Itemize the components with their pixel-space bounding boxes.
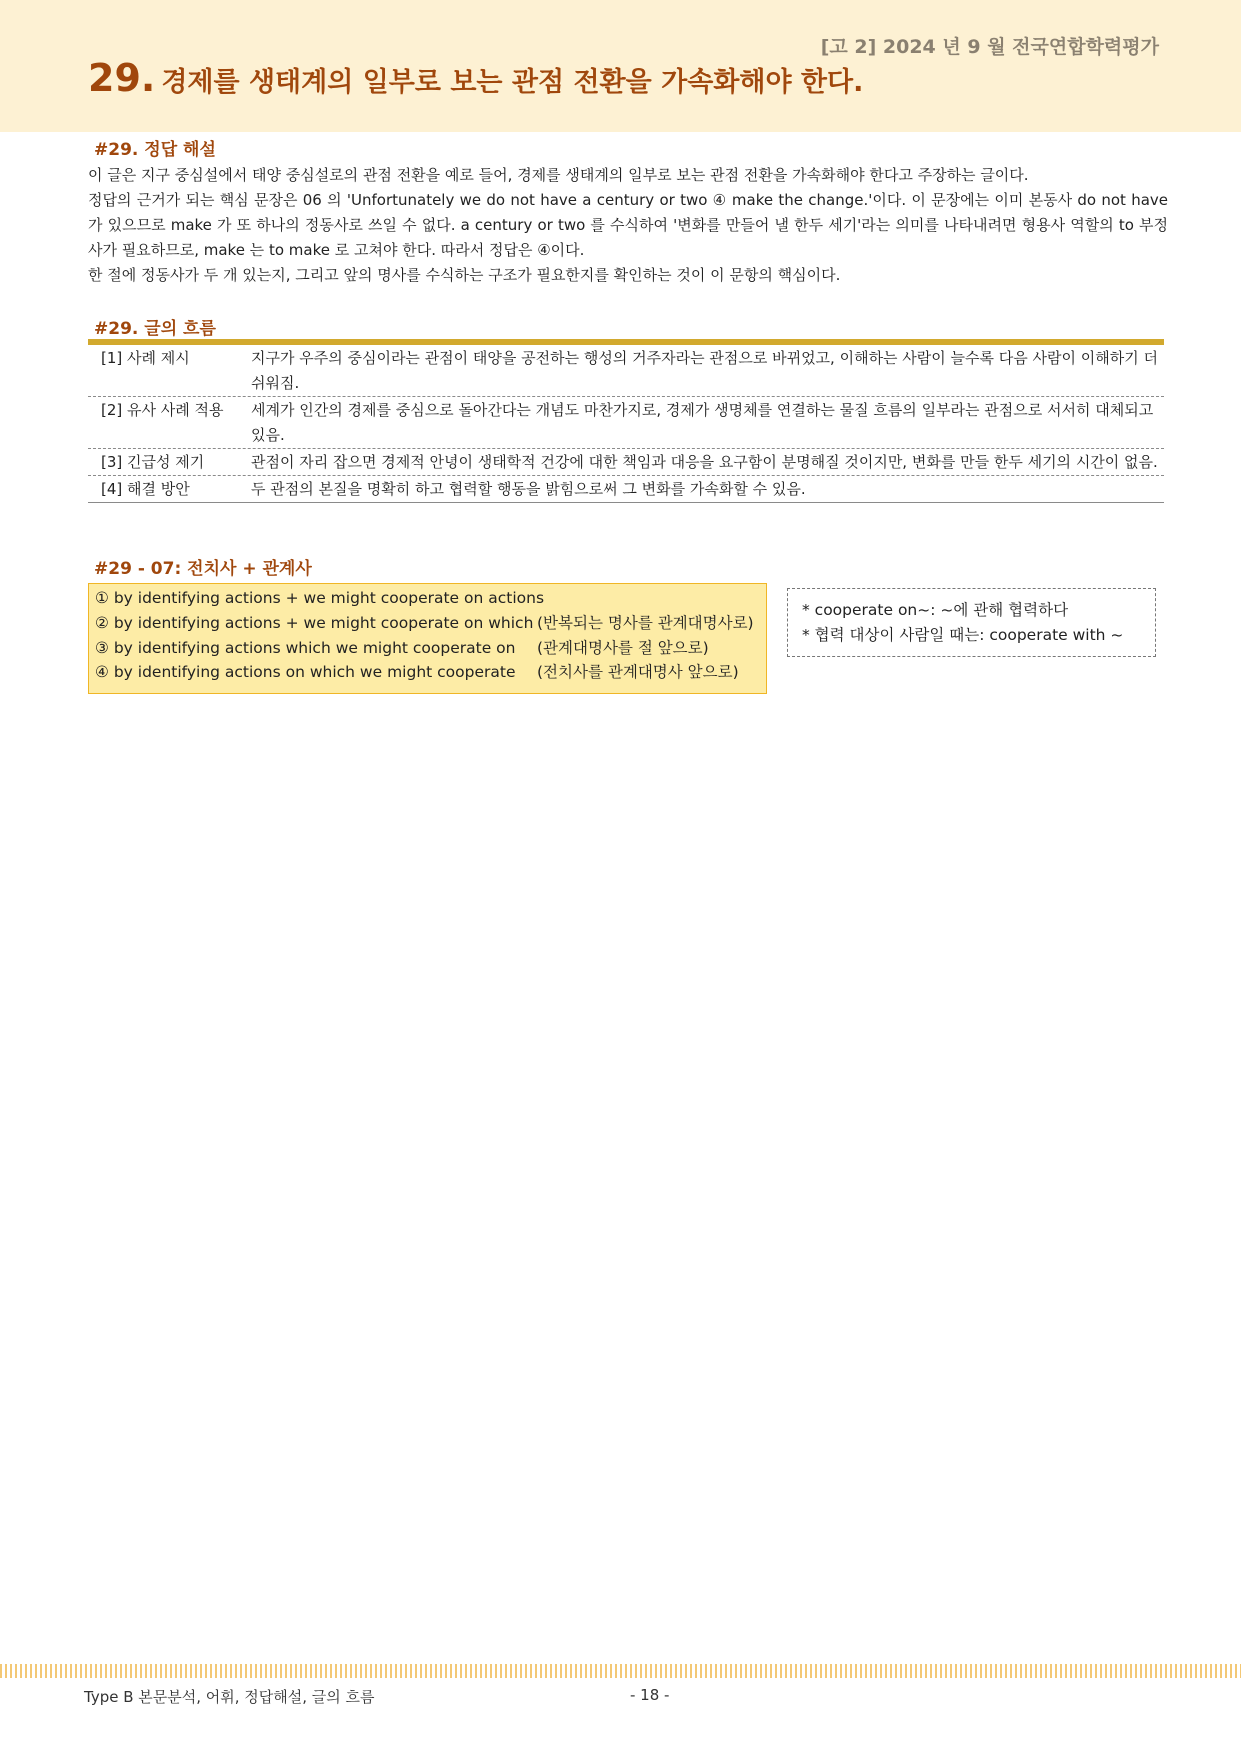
- grammar-line-text: ② by identifying actions + we might cooperate on which: [95, 613, 534, 632]
- question-number: 29.: [88, 56, 156, 100]
- flow-content: 관점이 자리 잡으면 경제적 안녕이 생태학적 건강에 대한 책임과 대응을 요구함이 분명해질 것이지만, 변화를 만들 한두 세기의 시간이 없음.: [251, 453, 1158, 471]
- flow-content: 세계가 인간의 경제를 중심으로 돌아간다는 개념도 마찬가지로, 경제가 생명체를 연결하는 물질 흐름의 일부라는 관점으로 서서히 대체되고 있음.: [251, 401, 1154, 444]
- text-flow-table: [88, 345, 1164, 503]
- explanation-paragraph: 정답의 근거가 되는 핵심 문장은 06 의 'Unfortunately we do not have a century or two ④ make the change.'이다. 이 문장에는 이미 본동사 do not have 가 있으므로 make 가 또 하나의 정동사로 쓰일 수 없다. a century or two 를 수식하여 '변화를 만들어 낼 한두 세기'라는 의미를 나타내려면 형용사 역할의 to 부정사가 필요하므로, make 는 to make 로 고쳐야 한다. 따라서 정답은 ④이다.: [88, 191, 1168, 259]
- page-title: [88, 56, 863, 100]
- usage-note-box: [787, 588, 1156, 657]
- grammar-line-note: (전치사를 관계대명사 앞으로): [537, 663, 739, 682]
- grammar-line-text: ① by identifying actions + we might cooperate on actions: [95, 589, 545, 607]
- flow-label: [1] 사례 제시: [101, 349, 190, 367]
- grammar-box: [88, 583, 767, 694]
- flow-row: [88, 397, 1164, 449]
- grammar-line: [95, 660, 760, 685]
- grammar-line-note: (관계대명사를 절 앞으로): [537, 638, 709, 657]
- grammar-line: [95, 586, 760, 611]
- answer-explanation-heading: #29. 정답 해설: [94, 140, 216, 160]
- explanation-paragraph: 한 절에 정동사가 두 개 있는지, 그리고 앞의 명사를 수식하는 구조가 필요한지를 확인하는 것이 이 문항의 핵심이다.: [88, 266, 841, 284]
- usage-note: * cooperate on~: ~에 관해 협력하다: [802, 601, 1069, 619]
- grammar-line-text: ③ by identifying actions which we might cooperate on: [95, 638, 516, 657]
- grammar-line: [95, 636, 760, 661]
- flow-label: [2] 유사 사례 적용: [101, 401, 224, 419]
- text-flow-heading: #29. 글의 흐름: [94, 319, 216, 339]
- flow-content: 두 관점의 본질을 명확히 하고 협력할 행동을 밝힘으로써 그 변화를 가속화할 수 있음.: [251, 480, 806, 498]
- flow-label: [4] 해결 방안: [101, 480, 190, 498]
- flow-row: [88, 449, 1164, 476]
- grammar-line-note: (반복되는 명사를 관계대명사로): [537, 613, 754, 632]
- grammar-line-text: ④ by identifying actions on which we might cooperate: [95, 663, 516, 682]
- flow-content: 지구가 우주의 중심이라는 관점이 태양을 공전하는 행성의 거주자라는 관점으로 바뀌었고, 이해하는 사람이 늘수록 다음 사람이 이해하기 더 쉬워짐.: [251, 349, 1158, 392]
- flow-row: [88, 345, 1164, 397]
- grammar-heading: #29 - 07: 전치사 + 관계사: [94, 559, 312, 579]
- flow-row: [88, 476, 1164, 503]
- grammar-line: [95, 611, 760, 636]
- answer-explanation-body: [88, 163, 1168, 288]
- page-number: - 18 -: [630, 1686, 670, 1704]
- footer-stripe: [0, 1664, 1241, 1678]
- title-text: 경제를 생태계의 일부로 보는 관점 전환을 가속화해야 한다.: [161, 67, 864, 98]
- explanation-paragraph: 이 글은 지구 중심설에서 태양 중심설로의 관점 전환을 예로 들어, 경제를 생태계의 일부로 보는 관점 전환을 가속화해야 한다고 주장하는 글이다.: [88, 166, 1029, 184]
- usage-note: * 협력 대상이 사람일 때는: cooperate with ~: [802, 626, 1124, 644]
- flow-label: [3] 긴급성 제기: [101, 453, 205, 471]
- footer-label: Type B 본문분석, 어휘, 정답해설, 글의 흐름: [84, 1688, 375, 1706]
- exam-label: [고 2] 2024 년 9 월 전국연합학력평가: [820, 36, 1159, 58]
